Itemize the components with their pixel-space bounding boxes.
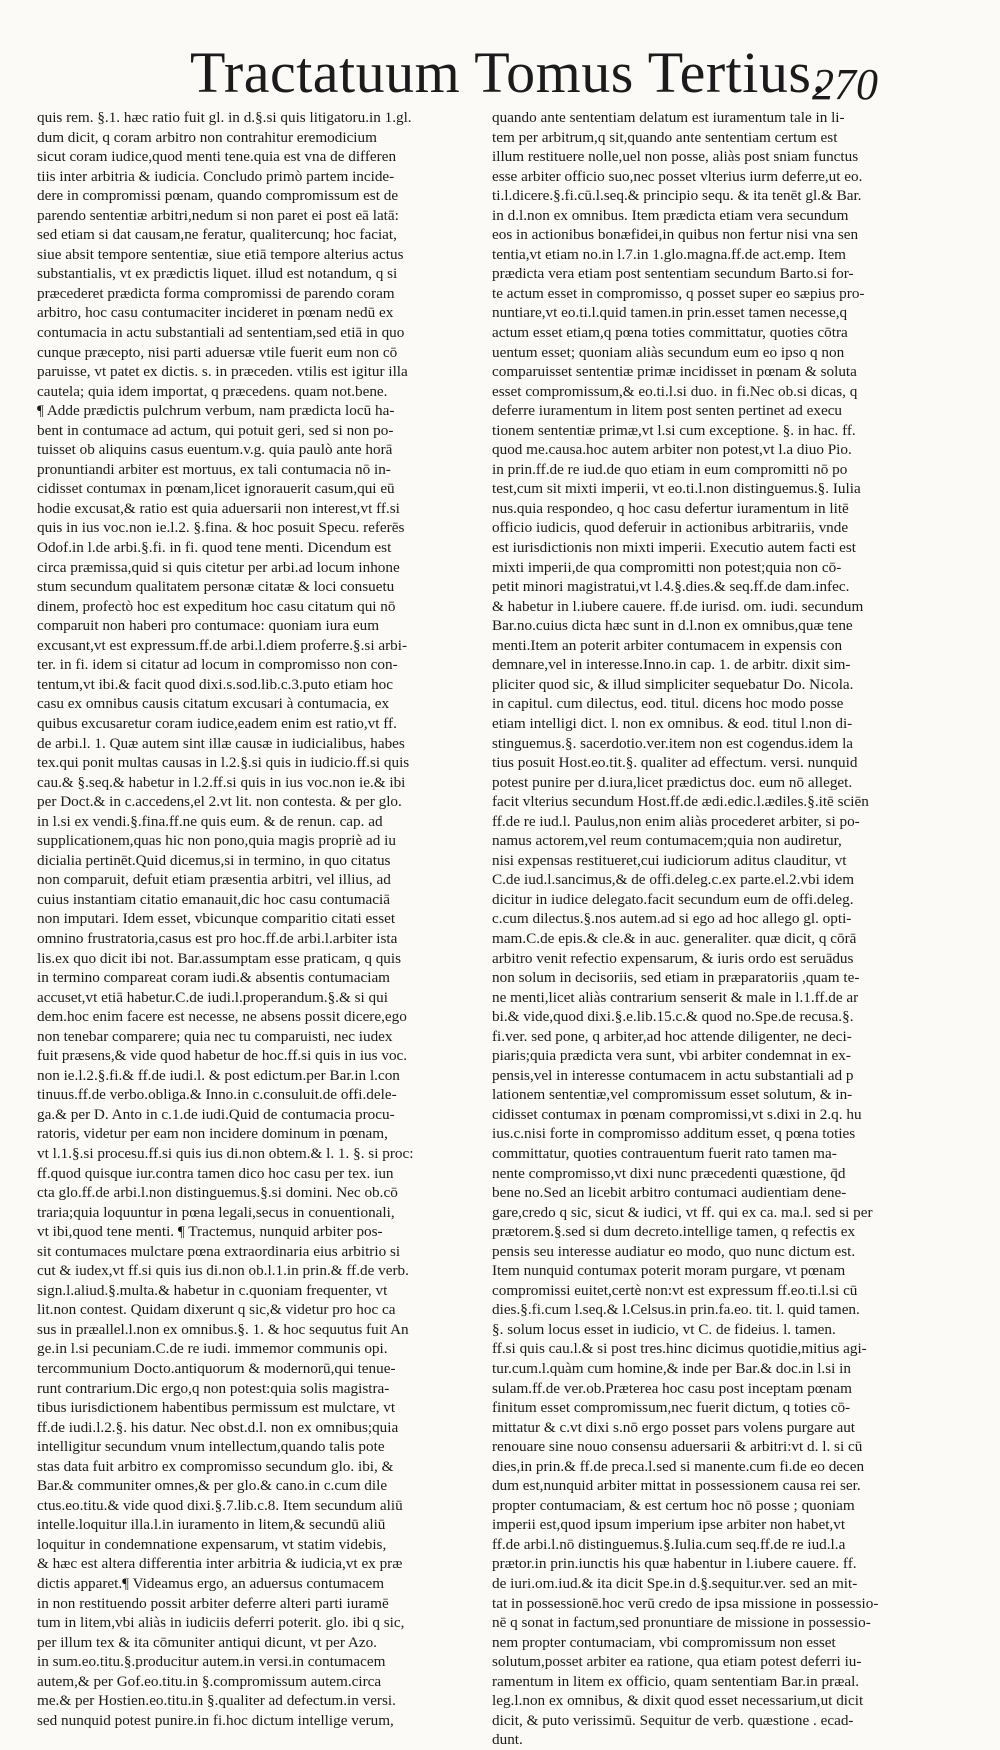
text-line: tat in possessionē.hoc verū credo de ipsa missione in possessio- <box>492 1594 879 1612</box>
text-line: omnino frustratoria,casus est pro hoc.ff.de arbi.l.arbiter ista <box>37 929 398 947</box>
text-line: cautela; quia idem importat, q præcedens. quam not.bene. <box>37 382 388 400</box>
text-line: nuntiare,vt eo.ti.l.quid tamen.in prin.esset tamen necesse,q <box>492 304 848 322</box>
text-line: dicitur in iudice delegato.facit secundum eum de offi.deleg. <box>492 890 854 908</box>
text-line: mam.C.de epis.& cle.& in auc. generaliter. quæ dicit, q cōrā <box>492 929 857 947</box>
text-line: tex.qui ponit multas causas in l.2.§.si quis in iudicio.ff.si quis <box>37 754 410 772</box>
text-line: stas data fuit arbitro ex compromisso secundum glo. ibi, & <box>37 1457 394 1475</box>
text-line: tem per arbitrum,q sit,quando ante sententiam certum est <box>492 128 838 146</box>
text-line: cta glo.ff.de arbi.l.non distinguemus.§.si domini. Nec ob.cō <box>37 1184 398 1202</box>
text-line: tius posuit Host.eo.tit.§. qualiter ad effectum. versi. nunquid <box>492 754 858 772</box>
text-line: cau.& §.seq.& habetur in l.2.ff.si quis in ius voc.non ie.& ibi <box>37 773 406 791</box>
text-line: traria;quia loquuntur in pœna legali,secus in conuentionali, <box>37 1203 395 1221</box>
text-line: autem,& per Gof.eo.titu.in §.compromissum autem.circa <box>37 1672 382 1690</box>
text-line: etiam intelligi dict. l. non ex omnibus. & eod. titul l.non di- <box>492 714 853 732</box>
text-line: supplicationem,quas hic non pono,quia magis propriè ad iu <box>37 832 396 850</box>
text-line: pensis,vel in interesse contumacem in actu substantiali ad p <box>492 1066 854 1084</box>
text-line: actum esset etiam,q pœna toties committatur, quoties cōtra <box>492 324 848 342</box>
text-line: arbitro, hoc casu contumaciter incideret in pœnam nedū ex <box>37 304 394 322</box>
text-line: arbitro venit refectio expensarum, & iuris ordo est seruādus <box>492 949 854 967</box>
text-line: lit.non contest. Quidam dixerunt q sic,& videtur pro hoc ca <box>37 1301 396 1319</box>
text-line: nē q sonat in factum,sed pronuntiare de missione in possessio- <box>492 1614 871 1632</box>
text-line: Odof.in l.de arbi.§.fi. in fi. quod tene menti. Dicendum est <box>37 539 392 557</box>
text-line: tuisset ob aliquins casus euentum.v.g. quia paulò ante horā <box>37 441 393 459</box>
text-line: non ie.l.2.§.fi.& ff.de iudi.l. & post edictum.per Bar.in l.con <box>37 1066 400 1084</box>
text-line: Item nunquid contumax poterit moram purgare, vt pœnam <box>492 1262 846 1280</box>
text-line: dem.hoc enim facere est necesse, ne absens possit dicere,ego <box>37 1008 407 1026</box>
text-line: prædicta vera etiam post sententiam secundum Barto.si for- <box>492 265 854 283</box>
text-line: dicialia pertinēt.Quid dicemus,si in termino, in quo citatus <box>37 851 391 869</box>
text-line: de arbi.l. 1. Quæ autem sint illæ causæ in iudicialibus, habes <box>37 734 405 752</box>
page-header <box>0 38 1000 108</box>
text-line: vt l.1.§.si procesu.ff.si quis ius di.non obtem.& l. 1. §. si proc: <box>37 1144 414 1162</box>
text-line: ff.de re iud.l. Paulus,non enim aliàs procederet arbiter, si po- <box>492 812 860 830</box>
text-line: cidisset contumax in pœnam,licet ignorauerit casum,qui eū <box>37 480 395 498</box>
text-line: tentum,vt ibi.& facit quod dixi.s.sod.lib.c.3.puto etiam hoc <box>37 675 394 693</box>
text-line: non comparuit, defuit etiam præsentia arbitri, vel illius, ad <box>37 871 391 889</box>
text-line: mixti imperii,de qua compromitti non potest;quia non cō- <box>492 558 842 576</box>
text-line: tur.cum.l.quàm cum homine,& inde per Bar.& doc.in l.si in <box>492 1360 851 1377</box>
text-line: namus actorem,vel reum contumacem;quia non audiretur, <box>492 832 842 850</box>
text-line: in non restituendo possit arbiter deferre alteri parti iuramē <box>37 1594 389 1612</box>
text-line: in capitul. cum dilectus, eod. titul. dicens hoc modo posse <box>492 695 844 713</box>
text-line: dictis apparet.¶ Videamus ergo, an aduersus contumacem <box>37 1575 385 1593</box>
text-line: prætor.in prin.iunctis his quæ habentur in l.iubere cauere. ff. <box>492 1555 857 1573</box>
text-line: hodie excusat,& ratio est quia aduersarii non interest,vt ff.si <box>37 499 400 517</box>
text-line: dere in compromissi pœnam, quando compromissum est de <box>37 187 399 205</box>
text-line: illum restituere nolle,uel non posse, aliàs post sniam functus <box>492 148 859 166</box>
text-line: deferre iuramentum in litem post senten pertinet ad execu <box>492 402 843 420</box>
text-line: Bar.no.cuius dicta hæc sunt in d.l.non ex omnibus,quæ tene <box>492 617 853 635</box>
text-line: imperii est,quod ipsum imperium ipse arbiter non habet,vt <box>492 1516 846 1534</box>
text-line: non imputari. Idem esset, vbicunque comparitio citati esset <box>37 910 396 928</box>
text-line: dum est,nunquid arbiter mittat in possessionem causa rei ser. <box>492 1477 861 1495</box>
text-line: pronuntiandi arbiter est mortuus, ex tali contumacia nō in- <box>37 460 391 478</box>
text-line: demnare,vel in interesse.Inno.in cap. 1. de arbitr. dixit sim- <box>492 656 851 674</box>
text-line: per Doct.& in c.accedens,el 2.vt lit. non contesta. & per glo. <box>37 793 402 811</box>
text-line: esset compromissum,& eo.ti.l.si duo. in fi.Nec ob.si dicas, q <box>492 382 858 400</box>
text-line: c.cum dilectus.§.nos autem.ad si ego ad hoc allego gl. opti- <box>492 910 852 928</box>
text-line: ff.de iudi.l.2.§. his datur. Nec obst.d.l. non ex omnibus;quia <box>37 1418 399 1436</box>
text-line: petit minori magistratui,vt l.4.§.dies.& seq.ff.de dam.infec. <box>492 578 850 596</box>
text-line: nem propter contumaciam, vbi compromissum non esset <box>492 1633 836 1651</box>
text-line: tentia,vt etiam no.in l.7.in 1.glo.magna.ff.de act.emp. Item <box>492 245 846 263</box>
text-line: quis rem. §.1. hæc ratio fuit gl. in d.§.si quis litigatoru.in 1.gl. <box>37 109 412 126</box>
text-line: sulam.ff.de ver.ob.Præterea hoc casu post inceptam pœnam <box>492 1379 852 1397</box>
text-line: dicit, & puto verissimū. Sequitur de verb. quæstione . ecad- <box>492 1711 854 1729</box>
text-line: casu ex omnibus causis citatum excusari à contumacia, ex <box>37 695 390 713</box>
text-line: in l.si ex vendi.§.fina.ff.ne quis eum. & de renun. cap. ad <box>37 812 383 830</box>
text-line: ge.in l.si pecuniam.C.de re iudi. immemor communis opi. <box>37 1340 388 1358</box>
text-line: dinem, profectò hoc est expeditum hoc casu citatum qui nō <box>37 597 396 615</box>
text-line: vt ibi,quod tene menti. ¶ Tractemus, nunquid arbiter pos- <box>37 1223 383 1241</box>
running-title: Tractatuum Tomus Tertius. <box>190 40 827 105</box>
text-line: ramentum in litem ex officio, quam sententiam Bar.in præal. <box>492 1672 860 1690</box>
text-line: committatur, quoties contrauentum fuerit rato tamen ma- <box>492 1144 837 1162</box>
text-line: test,cum sit mixti imperii, vt eo.ti.l.non distinguemus.§. Iulia <box>492 480 861 498</box>
text-line: ff.de arbi.l.nō distinguemus.§.Iulia.cum seq.ff.de re iud.l.a <box>492 1535 846 1553</box>
text-line: eos in actionibus bonæfidei,in quibus non fertur nisi vna sen <box>492 226 859 244</box>
text-line: facit vlterius secundum Host.ff.de ædi.edic.l.ædiles.§.itē sciēn <box>492 793 869 811</box>
text-line: sus in præallel.l.non ex omnibus.§. 1. & hoc sequutus fuit An <box>37 1320 409 1338</box>
text-line: non tenebar comparere; quia nec tu comparuisti, nec iudex <box>37 1027 393 1045</box>
text-line: officio iudicis, quod deferuir in actionibus arbitrariis, vnde <box>492 519 849 537</box>
text-line: quibus excusaretur coram iudice,eadem enim est ratio,vt ff. <box>37 714 397 732</box>
text-line: excusant,vt est expressum.ff.de arbi.l.diem proferre.§.si arbi- <box>37 636 408 654</box>
text-line: sed nunquid potest punire.in fi.hoc dictum intellige verum, <box>37 1711 394 1729</box>
text-line: intelle.loquitur illa.l.in iuramento in litem,& secundū aliū <box>37 1516 386 1534</box>
text-line: paruisse, vt patet ex dictis. s. in præceden. vtilis est igitur illa <box>37 363 408 381</box>
text-line: per illum tex & ita cōmuniter antiqui dicunt, vt per Azo. <box>37 1633 377 1651</box>
text-line: ius.c.nisi forte in compromisso additum esset, q pœna toties <box>492 1125 856 1143</box>
text-line: ff.quod quisque iur.contra tamen dico hoc casu per tex. iun <box>37 1164 394 1182</box>
text-line: piaris;quia prædicta vera sunt, vbi arbiter condemnat in ex- <box>492 1047 851 1065</box>
right-text-column <box>492 108 918 1749</box>
text-line: ga.& per D. Anto in c.1.de iudi.Quid de contumacia procu- <box>37 1105 395 1123</box>
text-line: sed etiam si dat causam,ne feratur, qualitercunq; hoc faciat, <box>37 226 397 244</box>
text-line: Bar.& communiter omnes,& per glo.& cano.in c.cum dile <box>37 1477 388 1495</box>
text-line: fi.ver. sed pone, q arbiter,ad hoc attende diligenter, ne deci- <box>492 1027 852 1045</box>
text-line: loquitur in condemnatione expensarum, vt statim videbis, <box>37 1535 387 1553</box>
text-line: in prin.ff.de re iud.de quo etiam in eum compromitti nō po <box>492 460 848 478</box>
text-line: lationem sententiæ,vel compromissum esset solutum, & in- <box>492 1086 853 1104</box>
text-line: quod me.causa.hoc autem arbiter non potest,vt l.a diuo Pio. <box>492 441 852 459</box>
text-line: quando ante sententiam delatum est iuramentum tale in li- <box>492 109 845 126</box>
text-line: solutum,posset arbiter ea ratione, qua etiam potest deferri iu- <box>492 1653 862 1671</box>
text-line: prætorem.§.sed si dum decreto.intellige tamen, q refectis ex <box>492 1223 856 1241</box>
text-line: ff.si quis cau.l.& si post tres.hinc dicimus quotidie,mitius agi- <box>492 1340 867 1358</box>
text-line: fuit præsens,& vide quod habetur de hoc.ff.si quis in ius voc. <box>37 1047 408 1065</box>
text-line: propter contumaciam, & est certum hoc nō posse ; quoniam <box>492 1496 855 1514</box>
text-line: gare,credo q sic, sicut & iudici, vt ff. qui ex ca. ma.l. sed si per <box>492 1203 873 1221</box>
text-line: nus.quia respondeo, q hoc casu defertur iuramentum in litē <box>492 499 849 517</box>
text-line: sign.l.aliud.§.multa.& habetur in c.quoniam frequenter, vt <box>37 1281 388 1299</box>
text-line: substantialis, vt ex prædictis liquet. illud est notandum, q si <box>37 265 398 283</box>
text-line: sicut coram iudice,quod menti tene.quia est vna de differen <box>37 148 397 166</box>
text-line: & hæc est altera differentia inter arbitria & iudicia,vt ex præ <box>37 1555 403 1573</box>
text-line: menti.Item an poterit arbiter contumacem in expensis con <box>492 636 843 654</box>
text-line: pensis seu interesse audiatur eo modo, quo nunc dictum est. <box>492 1242 856 1260</box>
text-line: ter. in fi. idem si citatur ad locum in compromisso non con- <box>37 656 398 674</box>
text-line: nisi expensas restitueret,cui iudiciorum aditus clauditur, vt <box>492 851 847 869</box>
text-line: dies,in prin.& ff.de preca.l.sed si manente.cum fi.de eo decen <box>492 1457 865 1475</box>
text-line: siue absit tempore sententiæ, siue etiā tempore alterius actus <box>37 245 404 263</box>
text-line: quis in ius voc.non ie.l.2. §.fina. & hoc posuit Specu. referēs <box>37 519 405 537</box>
text-line: mittatur & c.vt dixi s.nō ergo posset pars volens purgare aut <box>492 1418 856 1436</box>
text-line: comparuit non haberi pro contumace: quoniam iura eum <box>37 617 380 635</box>
text-line: ¶ Adde prædictis pulchrum verbum, nam prædicta locū ha- <box>37 402 395 420</box>
text-line: ne menti,licet aliàs contrarium senserit & male in l.1.ff.de ar <box>492 988 859 1006</box>
text-line: te actum esset in compromisso, q posset super eo sæpius pro- <box>492 284 865 302</box>
text-line: comparuisset sententiæ primæ incidisset in pœnam & soluta <box>492 363 857 381</box>
text-line: stum secundum qualitatem personæ citatæ & loci consuetu <box>37 578 395 596</box>
text-line: in termino compareat coram iudi.& absentis contumaciam <box>37 969 390 987</box>
text-line: circa præmissa,quid si quis citetur per arbi.ad locum inhone <box>37 558 400 576</box>
text-line: in d.l.non ex omnibus. Item prædicta etiam vera secundum <box>492 206 849 224</box>
text-line: tercommunium Docto.antiquorum & modernorū,qui tenue- <box>37 1360 396 1377</box>
text-line: de iuri.om.iud.& ita dicit Spe.in d.§.sequitur.ver. sed an mit- <box>492 1575 858 1593</box>
text-line: bene no.Sed an licebit arbitro contumaci audientiam dene- <box>492 1184 847 1202</box>
text-line: ratoris, videtur per eam non incidere dominum in pœnam, <box>37 1125 388 1143</box>
text-line: dies.§.fi.cum l.seq.& l.Celsus.in prin.fa.eo. tit. l. quid tamen. <box>492 1301 860 1319</box>
text-line: esse arbiter officio suo,nec posset vlterius iurm deferre,ut eo. <box>492 167 863 185</box>
text-line: uentum esset; quoniam aliàs secundum eum eo ipso q non <box>492 343 845 361</box>
text-line: præcederet prædicta forma compromissi de parendo coram <box>37 284 395 302</box>
text-line: & habetur in l.iubere cauere. ff.de iurisd. om. iudi. secundum <box>492 597 864 615</box>
text-line: §. solum locus esset in iudicio, vt C. de fideius. l. tamen. <box>492 1320 836 1338</box>
text-line: est iurisdictionis non mixti imperii. Executio autem facti est <box>492 539 857 557</box>
text-line: runt contrarium.Dic ergo,q non potest:quia solis magistra- <box>37 1379 390 1397</box>
text-line: parendo sententiæ arbitri,nedum si non paret ei post eā latā: <box>37 206 399 224</box>
left-text-column <box>37 108 463 1729</box>
text-line: lis.ex quo dicit ibi not. Bar.assumptam esse praticam, q quis <box>37 949 402 967</box>
text-line: dum dicit, q coram arbitro non contrahitur eremodicium <box>37 128 377 146</box>
text-line: cut & iudex,vt ff.si quis ius di.non ob.l.1.in prin.& ff.de verb. <box>37 1262 409 1280</box>
text-line: potest punire per d.iura,licet prædictus doc. eum nō alleget. <box>492 773 853 791</box>
text-line: non solum in decisoriis, sed etiam in præparatoriis ,quam te- <box>492 969 860 987</box>
text-line: C.de iud.l.sancimus,& de offi.deleg.c.ex parte.el.2.vbi idem <box>492 871 855 889</box>
text-line: compromissi euitet,certè non:vt est expressum ff.eo.ti.l.si cū <box>492 1281 858 1299</box>
text-line: in sum.eo.titu.§.producitur autem.in versi.in contumacem <box>37 1653 386 1671</box>
text-line: bent in contumace ad actum, qui potuit geri, sed si non po- <box>37 421 394 439</box>
text-line: stinguemus.§. sacerdotio.ver.item non est cogendus.idem la <box>492 734 854 752</box>
text-line: cunque præcepto, nisi parti aduersæ vtile fuerit eum non cō <box>37 343 398 361</box>
text-line: pliciter quod sic, & illud simpliciter sequebatur Do. Nicola. <box>492 675 854 693</box>
text-line: dunt. <box>492 1731 523 1749</box>
text-line: contumacia in actu substantiali ad sententiam,sed etiā in quo <box>37 324 405 342</box>
text-line: ctus.eo.titu.& vide quod dixi.§.7.lib.c.8. Item secundum aliū <box>37 1496 403 1514</box>
text-line: tibus iurisdictionem habentibus permissum est mulctare, vt <box>37 1399 396 1417</box>
page-number: 270 <box>812 60 878 109</box>
text-line: nente compromisso,vt dixi nunc præcedenti quæstione, q̄d <box>492 1164 846 1182</box>
text-line: tiis inter arbitria & iudicia. Concludo primò partem incide- <box>37 167 395 185</box>
text-line: sit contumaces mulctare pœna extraordinaria eius arbitrio si <box>37 1242 401 1260</box>
text-line: cidisset contumax in pœnam compromissi,vt s.dixi in 2.q. hu <box>492 1105 862 1123</box>
text-line: leg.l.non ex omnibus, & dixit quod esset necessarium,ut dicit <box>492 1692 864 1710</box>
text-line: bi.& vide,quod dixi.§.e.lib.15.c.& quod no.Spe.de recusa.§. <box>492 1008 854 1026</box>
text-line: finitum esset compromissum,nec fuerit dictum, q toties cō- <box>492 1399 851 1417</box>
text-line: tinuus.ff.de verbo.obliga.& Inno.in c.consuluit.de offi.dele- <box>37 1086 397 1104</box>
text-line: tionem sententiæ primæ,vt l.si cum exceptione. §. in hac. ff. <box>492 421 856 439</box>
text-line: cuius instantiam citatio emanauit,dic hoc casu contumaciā <box>37 890 390 908</box>
text-line: renouare sine nouo consensu aduersarii & arbitri:vt d. l. si cū <box>492 1438 863 1456</box>
text-line: tum in litem,vbi aliàs in iudiciis deferri poterit. glo. ibi q sic, <box>37 1614 405 1632</box>
text-line: accuset,vt etiā habetur.C.de iudi.l.properandum.§.& si qui <box>37 988 388 1006</box>
text-line: intelligitur secundum vnum intellectum,quando talis pote <box>37 1438 385 1456</box>
text-line: me.& per Hostien.eo.titu.in §.qualiter ad defectum.in versi. <box>37 1692 396 1710</box>
text-line: ti.l.dicere.§.fi.cū.l.seq.& principio sequ. & ita tenēt gl.& Bar. <box>492 187 862 205</box>
